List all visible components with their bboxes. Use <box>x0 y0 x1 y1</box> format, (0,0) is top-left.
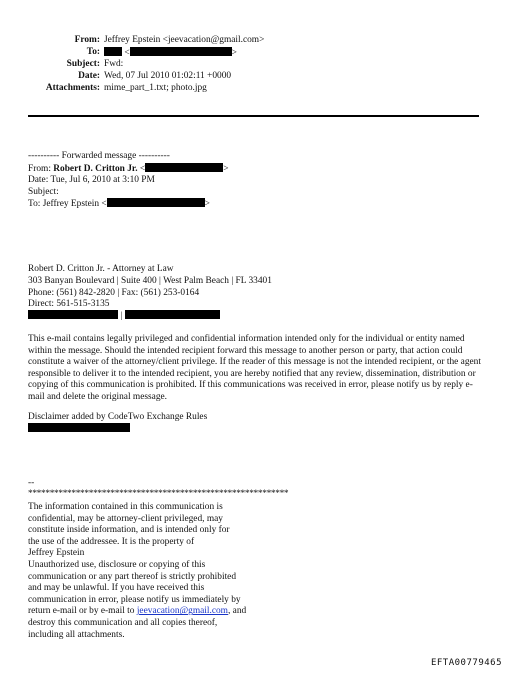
signature-dashes: -- <box>28 478 35 488</box>
forwarded-subject: Subject: <box>28 187 59 197</box>
notice-line: Jeffrey Epstein <box>28 548 85 559</box>
redaction-bar <box>130 47 232 56</box>
signature-phone: Phone: (561) 842-2820 | Fax: (561) 253-0164 <box>28 288 200 298</box>
header-divider <box>28 115 479 117</box>
notice-line: including all attachments. <box>28 629 125 640</box>
signature-direct: Direct: 561-515-3135 <box>28 299 110 309</box>
from-label: From: <box>74 35 100 45</box>
forwarded-date: Date: Tue, Jul 6, 2010 at 3:10 PM <box>28 175 155 185</box>
date-label: Date: <box>78 71 100 81</box>
forwarded-to: To: Jeffrey Epstein < > <box>28 199 210 209</box>
subject-value: Fwd: <box>104 59 124 69</box>
to-label: To: <box>86 47 100 57</box>
notice-line: communication in error, please notify us immediately by <box>28 594 241 605</box>
disclaimer-redacted <box>28 423 130 436</box>
subject-label: Subject: <box>66 59 100 69</box>
redaction-bar <box>104 47 122 56</box>
document-id: EFTA00779465 <box>430 658 502 669</box>
star-divider: ************************************************************ <box>28 489 289 499</box>
notice-line: and may be unlawful. If you have received this <box>28 583 205 594</box>
forwarded-banner: ---------- Forwarded message ---------- <box>28 151 170 161</box>
notice-lines <box>28 502 246 641</box>
signature-address: 303 Banyan Boulevard | Suite 400 | West Palm Beach | FL 33401 <box>28 276 272 286</box>
notice-line: the use of the addressee. It is the property of <box>28 536 195 547</box>
redaction-bar <box>125 310 220 319</box>
notice-line: confidential, may be attorney-client privileged, may <box>28 513 223 524</box>
redaction-bar <box>28 423 130 432</box>
notice-line: communication or any part thereof is strictly prohibited <box>28 571 237 582</box>
notice-line: constitute inside information, and is intended only for <box>28 525 230 536</box>
redaction-bar <box>145 163 223 172</box>
notice-line: The information contained in this communication is <box>28 502 223 512</box>
signature-name: Robert D. Critton Jr. - Attorney at Law <box>28 264 174 274</box>
attachments-value: mime_part_1.txt; photo.jpg <box>104 83 207 93</box>
attachments-label: Attachments: <box>45 83 100 93</box>
redaction-bar <box>28 310 118 319</box>
notice-line: destroy this communication and all copies thereof, <box>28 617 218 628</box>
sender-name: Robert D. Critton Jr. <box>53 164 138 174</box>
email-link[interactable]: jeevacation@gmail.com <box>136 606 228 617</box>
legal-disclaimer: This e-mail contains legally privileged and confidential information intended only for the individual or entity named within the message. Should the intended recipient forward this message to another person or party, that action could constitute a waiver of the attorney/client privilege. If the reader of this message is not the intended recipient, or the agent responsible to deliver it to the intended recipient, you are hereby notified that any review, dissemination, distribution or copying of this communication is prohibited. If this communications was received in error, please notify us by reply e-mail and delete the original message. <box>28 334 481 402</box>
signature-redacted-line: | <box>28 310 220 323</box>
redaction-bar <box>107 198 205 207</box>
from-value: Jeffrey Epstein <jeevacation@gmail.com> <box>104 35 265 45</box>
disclaimer-source: Disclaimer added by CodeTwo Exchange Rules <box>28 412 208 422</box>
forwarded-from: From: Robert D. Critton Jr. < > <box>28 164 229 174</box>
notice-line-return: return e-mail or by e-mail to jeevacation@gmail.com, and <box>28 606 247 617</box>
to-value: < > <box>104 47 237 60</box>
date-value: Wed, 07 Jul 2010 01:02:11 +0000 <box>104 71 232 81</box>
notice-line: Unauthorized use, disclosure or copying of this <box>28 559 206 570</box>
